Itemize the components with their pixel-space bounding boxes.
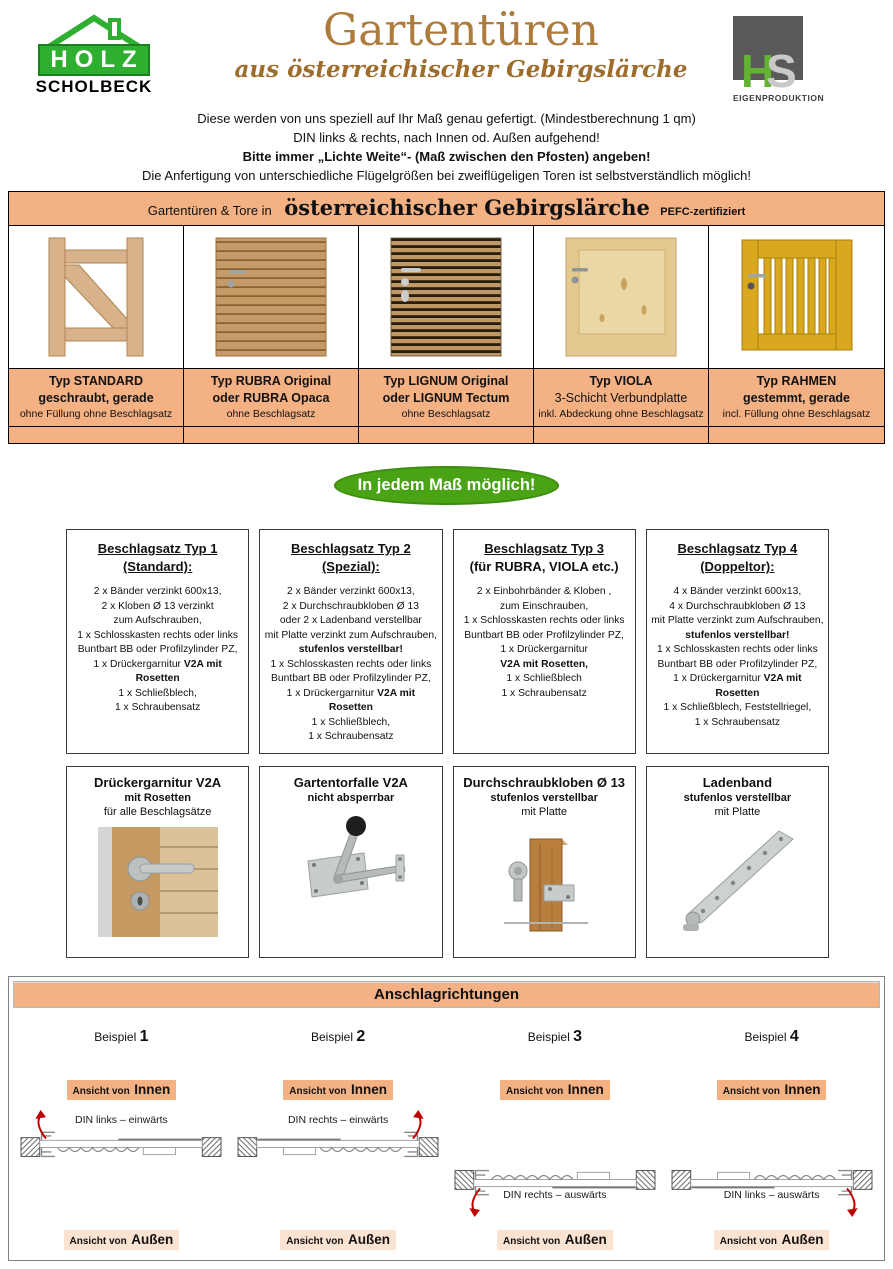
caption-rahmen: Typ RAHMEN gestemmt, gerade incl. Füllung ohne Beschlagsatz xyxy=(722,374,871,420)
logo-word: HOLZ xyxy=(38,44,149,76)
gate-cross-section-diagram xyxy=(669,1142,875,1218)
set-box-typ2: Beschlagsatz Typ 2 (Spezial): 2 x Bänder verzinkt 600x13, 2 x Durchschraubkloben Ø 13 oder 2 x Ladenband verstellbar mit Platte verzinkt zum Aufschrauben, stufenlos verstellbar! 1 x Schlosskasten rechts oder links Buntbart BB oder Profilzylinder PZ, 1 x Drückergarnitur V2A mit Rosetten 1 x Schließblech, 1 x Schraubensatz xyxy=(259,529,442,754)
set-typ3-lines: 2 x Einbohrbänder & Kloben , zum Einschrauben, 1 x Schlosskasten rechts oder links Buntbart BB oder Profilzylinder PZ, 1 x Drückergarnitur V2A mit Rosetten, 1 x Schließblech 1 x Schraubensatz xyxy=(463,586,625,699)
din-label: DIN rechts – auswärts xyxy=(503,1188,607,1201)
hw-box-drueckergarnitur: Drückergarnitur V2A mit Rosetten für alle Beschlagsätze xyxy=(66,766,249,958)
view-inside-label: Ansicht von Innen xyxy=(67,1080,177,1100)
banner-highlight: österreichischer Gebirgslärche xyxy=(284,195,650,220)
title-block xyxy=(189,5,733,84)
example-1: Beispiel 1 Ansicht von Innen DIN links – einwärts Ansicht von Außen xyxy=(13,1022,230,1250)
product-table xyxy=(8,191,885,444)
din-label: DIN links – auswärts xyxy=(723,1188,820,1201)
intro-line-1: Diese werden von uns speziell auf Ihr Maß genau gefertigt. (Mindestberechnung 1 qm) xyxy=(197,111,696,126)
example-3: Beispiel 3 Ansicht von Innen DIN rechts – auswärts Ansicht von Außen xyxy=(447,1022,664,1250)
bolt-hinge-pin-illustration xyxy=(456,827,633,937)
view-inside-label: Ansicht von Innen xyxy=(717,1080,827,1100)
hw-box-ladenband: Ladenband stufenlos verstellbar mit Platte xyxy=(646,766,829,958)
view-outside-label: Ansicht von Außen xyxy=(64,1230,180,1250)
door-viola-illustration xyxy=(534,226,709,368)
hw-box-gartentorfalle: Gartentorfalle V2A nicht absperrbar xyxy=(259,766,442,958)
view-outside-label: Ansicht von Außen xyxy=(280,1230,396,1250)
door-standard-illustration xyxy=(9,226,184,368)
gate-cross-section-diagram xyxy=(235,1110,441,1186)
set-box-typ3: Beschlagsatz Typ 3 (für RUBRA, VIOLA etc.) 2 x Einbohrbänder & Kloben , zum Einschrauben, 1 x Schlosskasten rechts oder links Buntbart BB oder Profilzylinder PZ, 1 x Drückergarnitur V2A mit Rosetten, 1 x Schließblech 1 x Schraubensatz xyxy=(453,529,636,754)
banner-prefix: Gartentüren & Tore in xyxy=(147,203,272,218)
page-subtitle: aus österreichischer Gebirgslärche xyxy=(234,56,688,84)
hs-eigenproduktion-logo xyxy=(733,8,883,103)
set-typ1-lines: 2 x Bänder verzinkt 600x13, 2 x Kloben Ø 13 verzinkt zum Aufschrauben, 1 x Schlosskasten rechts oder links Buntbart BB oder Profilzylinder PZ, 1 x Drückergarnitur V2A mit Rosetten 1 x Schließblech, 1 x Schraubensatz xyxy=(77,586,239,713)
caption-standard: Typ STANDARD geschraubt, gerade ohne Füllung ohne Beschlagsatz xyxy=(9,369,184,426)
example-4: Beispiel 4 Ansicht von Innen DIN links – auswärts Ansicht von Außen xyxy=(663,1022,880,1250)
directions-title: Anschlagrichtungen xyxy=(13,981,880,1008)
product-empty-row xyxy=(9,426,884,443)
size-badge: In jedem Maß möglich! xyxy=(334,466,560,505)
example-2: Beispiel 2 Ansicht von Innen DIN rechts – einwärts Ansicht von Außen xyxy=(230,1022,447,1250)
intro-line-2: DIN links & rechts, nach Innen od. Außen aufgehend! xyxy=(293,130,600,145)
holz-scholbeck-logo xyxy=(14,8,174,97)
caption-lignum: Typ LIGNUM Original oder LIGNUM Tectum ohne Beschlagsatz xyxy=(359,369,534,426)
header xyxy=(0,4,893,103)
hs-logo-square xyxy=(733,16,803,97)
hs-letter-s: S xyxy=(766,45,797,97)
handle-set-photo-illustration xyxy=(69,827,246,937)
set-typ2-lines: 2 x Bänder verzinkt 600x13, 2 x Durchschraubkloben Ø 13 oder 2 x Ladenband verstellbar mit Platte verzinkt zum Aufschrauben, stufenlos verstellbar! 1 x Schlosskasten rechts oder links Buntbart BB oder Profilzylinder PZ, 1 x Drückergarnitur V2A mit Rosetten 1 x Schließblech, 1 x Schraubensatz xyxy=(264,586,437,742)
set-box-typ1: Beschlagsatz Typ 1 (Standard): 2 x Bänder verzinkt 600x13, 2 x Kloben Ø 13 verzinkt zum Aufschrauben, 1 x Schlosskasten rechts oder links Buntbart BB oder Profilzylinder PZ, 1 x Drückergarnitur V2A mit Rosetten 1 x Schließblech, 1 x Schraubensatz xyxy=(66,529,249,754)
logo-company-name: SCHOLBECK xyxy=(35,77,153,96)
product-caption-row xyxy=(9,368,884,426)
badge-row xyxy=(0,466,893,505)
door-rubra-illustration xyxy=(184,226,359,368)
intro-line-3: Bitte immer „Lichte Weite“- (Maß zwischen den Pfosten) angeben! xyxy=(242,149,651,164)
caption-rubra: Typ RUBRA Original oder RUBRA Opaca ohne Beschlagsatz xyxy=(184,369,359,426)
page-title: Gartentüren xyxy=(323,5,599,56)
set-box-typ4: Beschlagsatz Typ 4 (Doppeltor): 4 x Bänder verzinkt 600x13, 4 x Durchschraubkloben Ø 13 mit Platte verzinkt zum Aufschrauben, stufenlos verstellbar! 1 x Schlosskasten rechts oder links Buntbart BB oder Profilzylinder PZ, 1 x Drückergarnitur V2A mit Rosetten 1 x Schließblech, Feststellriegel, 1 x Schraubensatz xyxy=(646,529,829,754)
banner-pefc-label: PEFC-zertifiziert xyxy=(660,206,746,218)
band-hinge-strap-illustration xyxy=(649,827,826,937)
intro-line-4: Die Anfertigung von unterschiedliche Flügelgrößen bei zweiflügeligen Toren ist selbstverständlich möglich! xyxy=(142,168,751,183)
caption-viola: Typ VIOLA 3-Schicht Verbundplatte inkl. Abdeckung ohne Beschlagsatz xyxy=(534,369,709,426)
hs-logo-caption: EIGENPRODUKTION xyxy=(733,93,825,103)
din-label: DIN rechts – einwärts xyxy=(287,1113,389,1126)
view-outside-label: Ansicht von Außen xyxy=(497,1230,613,1250)
set-typ4-lines: 4 x Bänder verzinkt 600x13, 4 x Durchschraubkloben Ø 13 mit Platte verzinkt zum Aufschrauben, stufenlos verstellbar! 1 x Schlosskasten rechts oder links Buntbart BB oder Profilzylinder PZ, 1 x Drückergarnitur V2A mit Rosetten 1 x Schließblech, Feststellriegel, 1 x Schraubensatz xyxy=(651,586,824,728)
intro-text xyxy=(0,109,893,185)
product-image-row xyxy=(9,226,884,368)
product-banner xyxy=(9,192,884,226)
door-rahmen-illustration xyxy=(709,226,884,368)
hardware-set-row xyxy=(66,529,829,754)
door-lignum-illustration xyxy=(359,226,534,368)
view-inside-label: Ansicht von Innen xyxy=(500,1080,610,1100)
view-outside-label: Ansicht von Außen xyxy=(714,1230,830,1250)
view-inside-label: Ansicht von Innen xyxy=(283,1080,393,1100)
gate-cross-section-diagram xyxy=(18,1110,224,1186)
din-label: DIN links – einwärts xyxy=(74,1113,168,1126)
examples-grid xyxy=(13,1022,880,1250)
gate-latch-illustration xyxy=(262,813,439,925)
gate-cross-section-diagram xyxy=(452,1142,658,1218)
hw-box-durchschraubkloben: Durchschraubkloben Ø 13 stufenlos verstellbar mit Platte xyxy=(453,766,636,958)
hs-letter-h: H xyxy=(741,45,775,97)
directions-section xyxy=(8,976,885,1261)
hardware-item-row xyxy=(66,766,829,958)
